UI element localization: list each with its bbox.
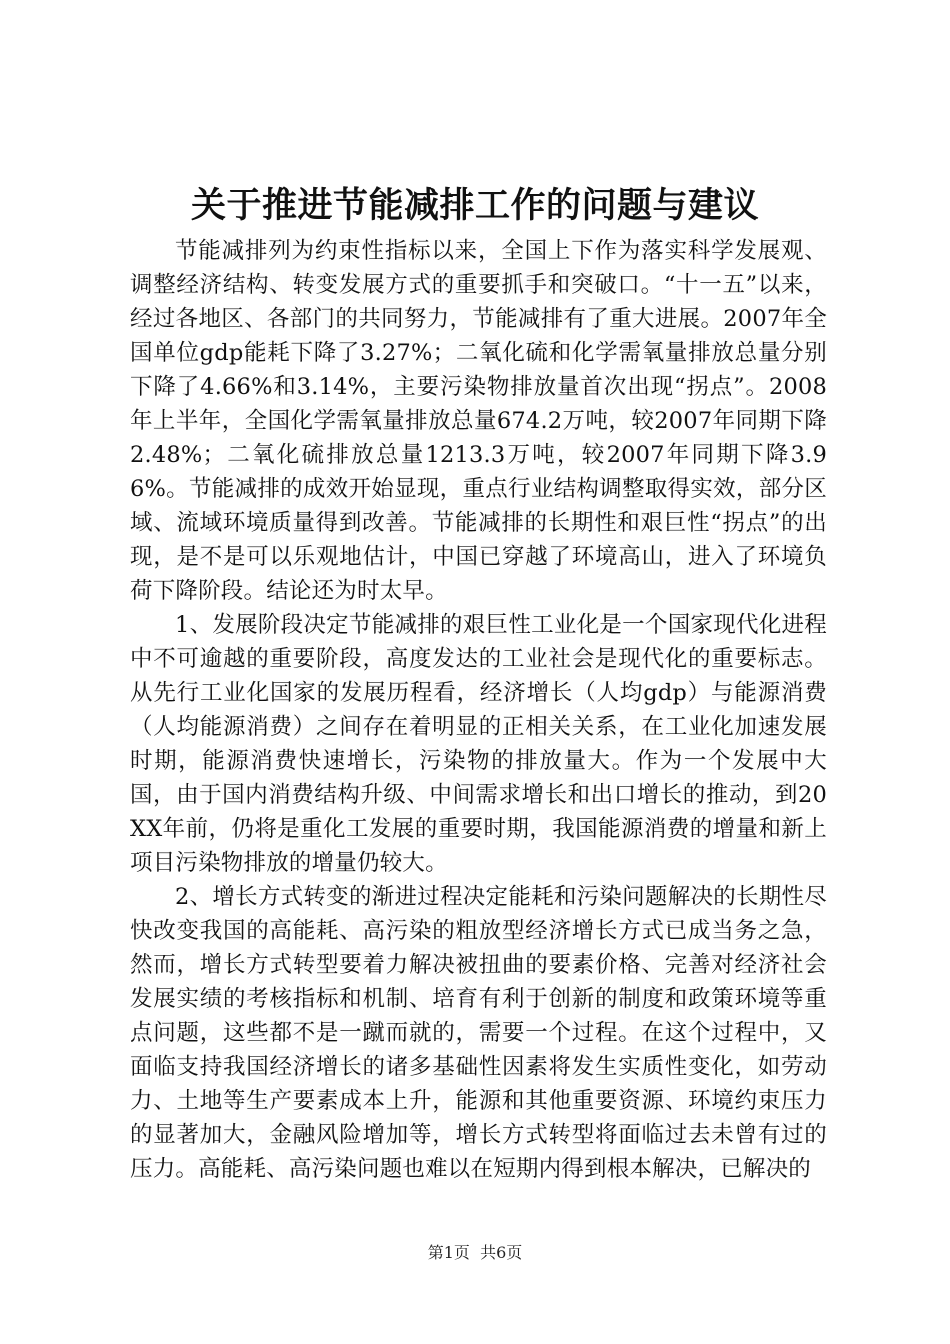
page-footer <box>0 1241 950 1265</box>
page-number-label: 第1页 共6页 <box>427 1243 523 1262</box>
document-title: 关于推进节能减排工作的问题与建议 <box>190 185 759 226</box>
paragraph-section-1: 1、发展阶段决定节能减排的艰巨性工业化是一个国家现代化进程中不可逾越的重要阶段，高度发达的工业社会是现代化的重要标志。从先行工业化国家的发展历程看，经济增长（人均gdp）与能源消费（人均能源消费）之间存在着明显的正相关关系，在工业化加速发展时期，能源消费快速增长，污染物的排放量大。作为一个发展中大国，由于国内消费结构升级、中间需求增长和出口增长的推动，到20XX年前，仍将是重化工发展的重要时期，我国能源消费的增量和新上项目污染物排放的增量仍较大。 <box>130 612 827 876</box>
paragraph-section-2: 2、增长方式转变的渐进过程决定能耗和污染问题解决的长期性尽快改变我国的高能耗、高污染的粗放型经济增长方式已成当务之急，然而，增长方式转型要着力解决被扭曲的要素价格、完善对经济社会发展实绩的考核指标和机制、培育有利于创新的制度和政策环境等重点问题，这些都不是一蹴而就的，需要一个过程。在这个过程中，又面临支持我国经济增长的诸多基础性因素将发生实质性变化，如劳动力、土地等生产要素成本上升，能源和其他重要资源、环境约束压力的显著加大，金融风险增加等，增长方式转型将面临过去未曾有过的压力。高能耗、高污染问题也难以在短期内得到根本解决，已解决的 <box>130 884 827 1182</box>
paragraph-intro: 节能减排列为约束性指标以来，全国上下作为落实科学发展观、调整经济结构、转变发展方式的重要抓手和突破口。“十一五”以来，经过各地区、各部门的共同努力，节能减排有了重大进展。2007年全国单位gdp能耗下降了3.27%；二氧化硫和化学需氧量排放总量分别下降了4.66%和3.14%，主要污染物排放量首次出现“拐点”。2008年上半年，全国化学需氧量排放总量674.2万吨，较2007年同期下降2.48%；二氧化硫排放总量1213.3万吨，较2007年同期下降3.96%。节能减排的成效开始显现，重点行业结构调整取得实效，部分区域、流域环境质量得到改善。节能减排的长期性和艰巨性“拐点”的出现，是不是可以乐观地估计，中国已穿越了环境高山，进入了环境负荷下降阶段。结论还为时太早。 <box>130 238 827 604</box>
document-body <box>130 234 827 1186</box>
